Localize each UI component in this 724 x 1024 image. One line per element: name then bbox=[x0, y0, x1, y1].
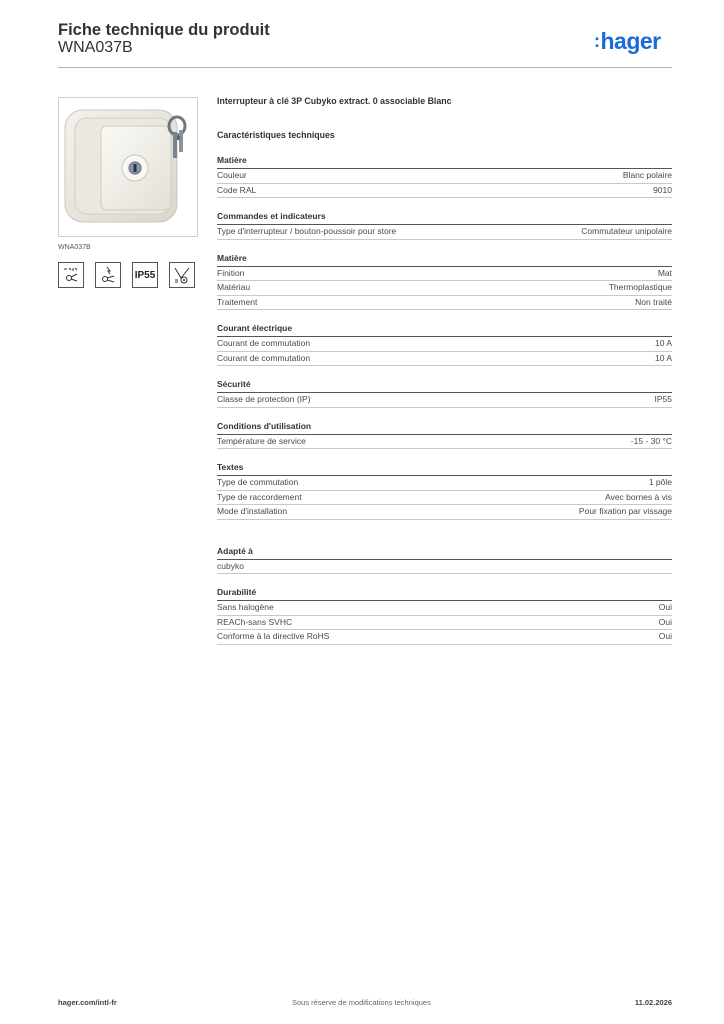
spec-row bbox=[217, 267, 672, 282]
spec-group-title: Adapté à bbox=[217, 546, 672, 560]
ip-rating-icon bbox=[132, 262, 158, 288]
pushbutton-diagram-icon bbox=[95, 262, 121, 288]
spec-group bbox=[217, 253, 672, 311]
spec-group bbox=[217, 546, 672, 575]
spec-row bbox=[217, 393, 672, 408]
spec-label: REACh-sans SVHC bbox=[217, 616, 293, 627]
spec-value: 1 pôle bbox=[648, 477, 672, 487]
spec-value: Oui bbox=[658, 631, 672, 641]
spec-group bbox=[217, 421, 672, 450]
spec-group bbox=[217, 323, 672, 366]
spec-value: 10 A bbox=[654, 352, 672, 363]
hager-logo: :hager bbox=[594, 28, 661, 54]
spec-panel bbox=[217, 96, 672, 645]
spec-label: Courant de commutation bbox=[217, 352, 311, 363]
spec-value: Commutateur unipolaire bbox=[581, 226, 672, 236]
spec-row bbox=[217, 476, 672, 491]
spec-row bbox=[217, 184, 672, 199]
section-title: Caractéristiques techniques bbox=[217, 130, 335, 140]
spec-value: Mat bbox=[657, 267, 672, 278]
spec-row bbox=[217, 491, 672, 506]
spec-group-title: Sécurité bbox=[217, 379, 672, 393]
spec-label: Code RAL bbox=[217, 184, 257, 195]
spec-row bbox=[217, 337, 672, 352]
spec-label: Type de commutation bbox=[217, 477, 299, 487]
spec-row bbox=[217, 296, 672, 311]
key-switch-icon bbox=[169, 262, 195, 288]
key-switch-photo bbox=[59, 98, 198, 237]
spec-value: Pour fixation par vissage bbox=[578, 506, 672, 516]
spec-group bbox=[217, 379, 672, 408]
spec-group-title: Durabilité bbox=[217, 587, 672, 601]
spec-row bbox=[217, 630, 672, 645]
logo-text: hager bbox=[600, 28, 661, 54]
spec-row bbox=[217, 352, 672, 367]
footer-date: 11.02.2026 bbox=[634, 998, 672, 1007]
spec-label: Sans halogène bbox=[217, 602, 274, 612]
spec-group-title: Textes bbox=[217, 462, 672, 476]
spec-row bbox=[217, 616, 672, 631]
spec-row bbox=[217, 225, 672, 240]
spec-label: Type de raccordement bbox=[217, 491, 302, 502]
spec-group-title: Courant électrique bbox=[217, 323, 672, 337]
product-image bbox=[58, 97, 198, 237]
spec-row bbox=[217, 435, 672, 450]
document-title: Fiche technique du produit bbox=[58, 21, 270, 39]
ip-rating-label: IP55 bbox=[134, 269, 156, 281]
spec-value: Oui bbox=[658, 602, 672, 612]
spec-groups bbox=[217, 155, 672, 645]
spec-row bbox=[217, 169, 672, 184]
spec-group bbox=[217, 462, 672, 520]
footer-notice: Sous réserve de modifications techniques bbox=[292, 998, 431, 1007]
product-icon-row bbox=[58, 262, 195, 288]
switch-diagram-icon bbox=[58, 262, 84, 288]
spec-label: Classe de protection (IP) bbox=[217, 394, 311, 404]
spec-value: Blanc polaire bbox=[622, 170, 672, 180]
spec-label: Température de service bbox=[217, 435, 306, 446]
spec-label: Traitement bbox=[217, 296, 258, 307]
image-caption: WNA037B bbox=[58, 244, 91, 251]
spec-group-title: Matière bbox=[217, 253, 672, 267]
spec-label: Courant de commutation bbox=[217, 338, 311, 348]
spec-label: Couleur bbox=[217, 170, 247, 180]
spec-value: Non traité bbox=[635, 296, 672, 307]
spec-group-title: Commandes et indicateurs bbox=[217, 211, 672, 225]
spec-label: Finition bbox=[217, 267, 245, 278]
spec-value: -15 - 30 °C bbox=[630, 435, 672, 446]
spec-value: IP55 bbox=[654, 394, 672, 404]
spec-group bbox=[217, 587, 672, 645]
spec-value: 10 A bbox=[654, 338, 672, 348]
footer-website[interactable]: hager.com/intl-fr bbox=[58, 998, 117, 1007]
product-reference: WNA037B bbox=[58, 39, 133, 56]
spec-label: cubyko bbox=[217, 560, 244, 571]
spec-value: 9010 bbox=[653, 184, 672, 195]
product-title: Interrupteur à clé 3P Cubyko extract. 0 associable Blanc bbox=[217, 96, 452, 106]
spec-row bbox=[217, 601, 672, 616]
spec-value: Avec bornes à vis bbox=[605, 491, 672, 502]
spec-value: Oui bbox=[658, 616, 672, 627]
spec-label: Conforme à la directive RoHS bbox=[217, 631, 330, 641]
header-divider bbox=[58, 67, 672, 68]
spec-label: Mode d'installation bbox=[217, 506, 288, 516]
spec-row bbox=[217, 281, 672, 296]
spec-label: Type d'interrupteur / bouton-poussoir pour store bbox=[217, 226, 397, 236]
spec-group bbox=[217, 155, 672, 198]
spec-group-title: Conditions d'utilisation bbox=[217, 421, 672, 435]
spec-group-title: Matière bbox=[217, 155, 672, 169]
spec-row bbox=[217, 505, 672, 520]
spec-row bbox=[217, 560, 672, 575]
spec-group bbox=[217, 211, 672, 240]
spec-label: Matériau bbox=[217, 282, 251, 292]
spec-value: Thermoplastique bbox=[608, 282, 672, 292]
